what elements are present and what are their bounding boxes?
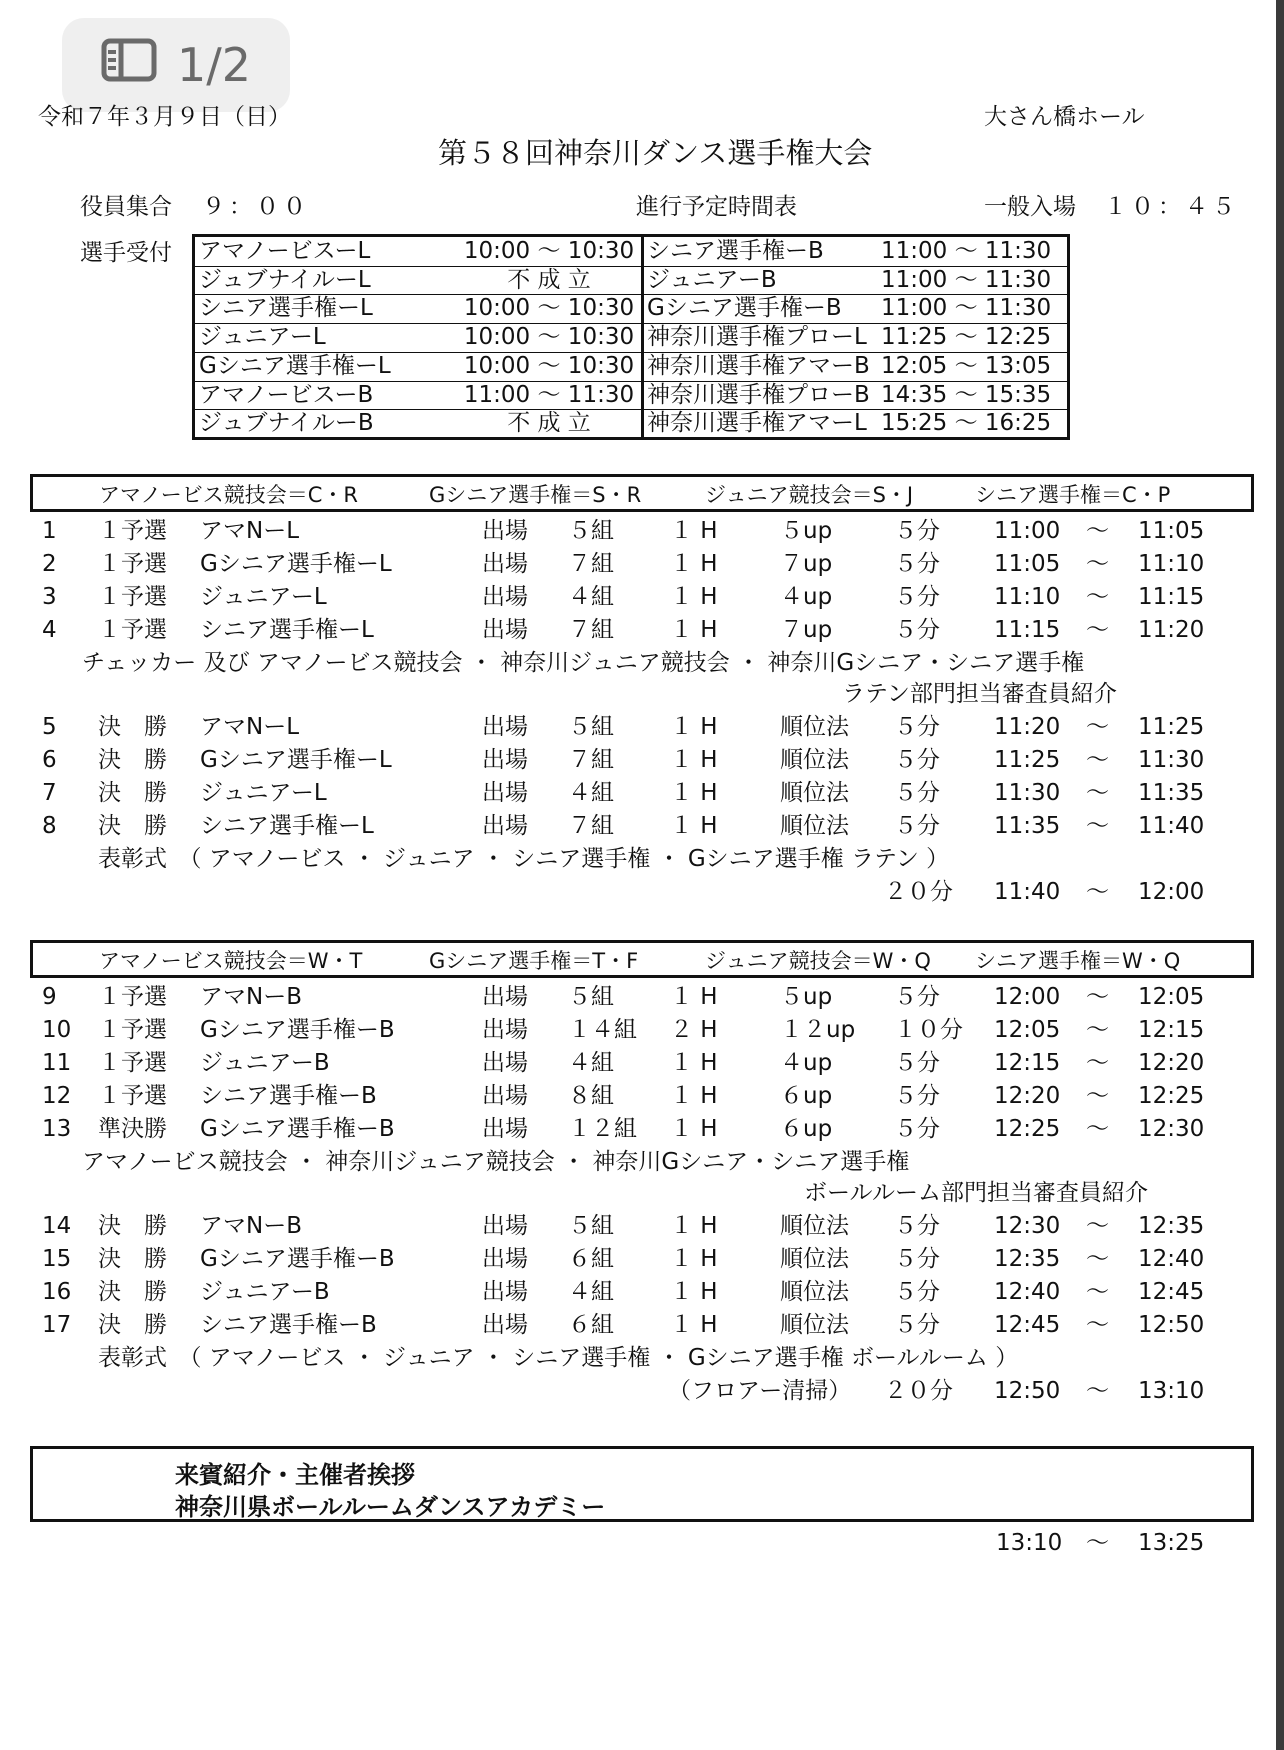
duration: ５分 xyxy=(894,1083,940,1109)
recall: 順位法 xyxy=(780,1246,849,1272)
entry-label: 一般入場 xyxy=(984,194,1076,220)
category: アマNーL xyxy=(200,518,300,544)
duration: ５分 xyxy=(894,617,940,643)
recall: ５up xyxy=(780,518,833,544)
tilde: ～ xyxy=(1086,747,1109,773)
registration-category: アマノービスーL xyxy=(199,238,371,264)
page-number: 1/2 xyxy=(176,38,252,92)
start-time: 11:10 xyxy=(994,584,1061,610)
award-ceremony: 表彰式 （ アマノービス ・ ジュニア ・ シニア選手権 ・ Gシニア選手権 ボールルーム ） xyxy=(98,1345,1019,1371)
category: ジュニアーB xyxy=(200,1050,330,1076)
row-number: 16 xyxy=(42,1279,72,1305)
round: 決 勝 xyxy=(98,1279,167,1305)
start-time: 11:20 xyxy=(994,714,1061,740)
row-number: 3 xyxy=(42,584,57,610)
tilde: ～ xyxy=(1086,1050,1109,1076)
entry-label: 出場 xyxy=(482,1279,528,1305)
couples: ５組 xyxy=(568,714,614,740)
end-time: 12:20 xyxy=(1138,1050,1205,1076)
round: １予選 xyxy=(98,617,167,643)
end-time: 11:05 xyxy=(1138,518,1205,544)
staff-time: ９：００ xyxy=(202,194,310,220)
row-number: 12 xyxy=(42,1083,72,1109)
category: アマNーB xyxy=(200,1213,302,1239)
section-header-item: ジュニア競技会＝S・J xyxy=(705,483,914,507)
round: １予選 xyxy=(98,1083,167,1109)
heats: １ H xyxy=(670,714,718,740)
end-time: 11:10 xyxy=(1138,551,1205,577)
couples: ７組 xyxy=(568,617,614,643)
registration-category: 神奈川選手権アマーL xyxy=(647,410,867,437)
heats: １ H xyxy=(670,551,718,577)
couples: ７組 xyxy=(568,551,614,577)
round: 決 勝 xyxy=(98,747,167,773)
page-indicator[interactable] xyxy=(62,18,290,112)
category: シニア選手権ーB xyxy=(200,1312,377,1338)
tilde: ～ xyxy=(1086,1279,1109,1305)
section-header-item: シニア選手権＝C・P xyxy=(975,483,1171,507)
guest-start: 13:10 xyxy=(996,1530,1063,1556)
judges-intro: ボールルーム部門担当審査員紹介 xyxy=(804,1180,1148,1206)
start-time: 12:30 xyxy=(994,1213,1061,1239)
heats: １ H xyxy=(670,1213,718,1239)
category: ジュニアーB xyxy=(200,1279,330,1305)
couples: １２組 xyxy=(568,1116,637,1142)
category: Gシニア選手権ーB xyxy=(200,1017,395,1043)
entry-label: 出場 xyxy=(482,1213,528,1239)
heats: １ H xyxy=(670,617,718,643)
round: 決 勝 xyxy=(98,1312,167,1338)
page-list-icon xyxy=(101,38,157,93)
entry-label: 出場 xyxy=(482,617,528,643)
category: Gシニア選手権ーL xyxy=(200,747,392,773)
entry-label: 出場 xyxy=(482,813,528,839)
registration-category: 神奈川選手権プローB xyxy=(647,381,870,408)
recall: 順位法 xyxy=(780,813,849,839)
award-start: 11:40 xyxy=(994,879,1061,905)
tilde: ～ xyxy=(1086,1017,1109,1043)
registration-category: ジュニアーL xyxy=(199,324,326,351)
start-time: 11:35 xyxy=(994,813,1061,839)
registration-category: シニア選手権ーL xyxy=(199,295,373,322)
registration-time: 10:00 ～ 10:30 xyxy=(463,352,635,379)
registration-category: Gシニア選手権ーB xyxy=(647,295,842,322)
end-time: 12:05 xyxy=(1138,984,1205,1010)
start-time: 11:00 xyxy=(994,518,1061,544)
duration: ５分 xyxy=(894,1246,940,1272)
category: アマNーL xyxy=(200,714,300,740)
row-number: 14 xyxy=(42,1213,72,1239)
row-number: 1 xyxy=(42,518,57,544)
end-time: 12:45 xyxy=(1138,1279,1205,1305)
couples: １４組 xyxy=(568,1017,637,1043)
row-number: 17 xyxy=(42,1312,72,1338)
entry-label: 出場 xyxy=(482,1246,528,1272)
category: ジュニアーL xyxy=(200,584,327,610)
start-time: 11:15 xyxy=(994,617,1061,643)
recall: ６up xyxy=(780,1083,833,1109)
heats: １ H xyxy=(670,747,718,773)
venue: 大さん橋ホール xyxy=(984,104,1145,130)
round: １予選 xyxy=(98,584,167,610)
guest-line1: 来賓紹介・主催者挨拶 xyxy=(175,1461,415,1489)
row-number: 7 xyxy=(42,780,57,806)
duration: ５分 xyxy=(894,551,940,577)
guest-end: 13:25 xyxy=(1138,1530,1205,1556)
row-number: 4 xyxy=(42,617,57,643)
tilde: ～ xyxy=(1086,551,1109,577)
end-time: 11:20 xyxy=(1138,617,1205,643)
round: 決 勝 xyxy=(98,714,167,740)
couples: ５組 xyxy=(568,984,614,1010)
registration-time: 不 成 立 xyxy=(507,266,591,293)
registration-time: 12:05 ～ 13:05 xyxy=(881,352,1052,379)
row-number: 2 xyxy=(42,551,57,577)
couples: ４組 xyxy=(568,1279,614,1305)
recall: 順位法 xyxy=(780,1213,849,1239)
round: １予選 xyxy=(98,551,167,577)
duration: ５分 xyxy=(894,1116,940,1142)
section-header-item: アマノービス競技会＝W・T xyxy=(99,949,363,973)
start-time: 12:00 xyxy=(994,984,1061,1010)
end-time: 12:40 xyxy=(1138,1246,1205,1272)
section-header-item: ジュニア競技会＝W・Q xyxy=(705,949,931,973)
heats: １ H xyxy=(670,984,718,1010)
award-ceremony: 表彰式 （ アマノービス ・ ジュニア ・ シニア選手権 ・ Gシニア選手権 ラテン ） xyxy=(98,846,950,872)
duration: ５分 xyxy=(894,780,940,806)
end-time: 11:25 xyxy=(1138,714,1205,740)
couples: ６組 xyxy=(568,1312,614,1338)
tilde: ～ xyxy=(1086,1246,1109,1272)
heats: １ H xyxy=(670,1116,718,1142)
staff-label: 役員集合 xyxy=(80,194,172,220)
registration-time: 15:25 ～ 16:25 xyxy=(881,410,1052,437)
section-header-item: Gシニア選手権＝S・R xyxy=(429,483,642,507)
duration: ５分 xyxy=(894,813,940,839)
heats: １ H xyxy=(670,518,718,544)
entry-label: 出場 xyxy=(482,984,528,1010)
end-time: 12:35 xyxy=(1138,1213,1205,1239)
award-start: 12:50 xyxy=(994,1378,1061,1404)
guest-tilde: ～ xyxy=(1086,1530,1109,1556)
recall: ７up xyxy=(780,551,833,577)
judges-intro: ラテン部門担当審査員紹介 xyxy=(842,681,1117,707)
round: 決 勝 xyxy=(98,813,167,839)
heats: １ H xyxy=(670,584,718,610)
start-time: 12:45 xyxy=(994,1312,1061,1338)
entry-label: 出場 xyxy=(482,584,528,610)
registration-time: 11:00 ～ 11:30 xyxy=(881,295,1052,322)
heats: １ H xyxy=(670,1083,718,1109)
couples: ４組 xyxy=(568,584,614,610)
round: １予選 xyxy=(98,518,167,544)
start-time: 11:25 xyxy=(994,747,1061,773)
couples: ６組 xyxy=(568,1246,614,1272)
registration-category: シニア選手権ーB xyxy=(647,238,824,264)
entry-label: 出場 xyxy=(482,1017,528,1043)
recall: ４up xyxy=(780,1050,833,1076)
start-time: 12:15 xyxy=(994,1050,1061,1076)
ballroom-header-box xyxy=(30,940,1254,978)
end-time: 11:40 xyxy=(1138,813,1205,839)
recall: ４up xyxy=(780,584,833,610)
registration-category: ジュブナイルーL xyxy=(199,266,371,293)
start-time: 12:25 xyxy=(994,1116,1061,1142)
row-number: 9 xyxy=(42,984,57,1010)
award-note: （フロアー清掃） xyxy=(668,1378,852,1404)
row-number: 13 xyxy=(42,1116,72,1142)
round: １予選 xyxy=(98,984,167,1010)
duration: １０分 xyxy=(894,1017,963,1043)
end-time: 12:30 xyxy=(1138,1116,1205,1142)
intro-note: チェッカー 及び アマノービス競技会 ・ 神奈川ジュニア競技会 ・ 神奈川Gシニア・シニア選手権 xyxy=(82,650,1085,676)
entry-label: 出場 xyxy=(482,1050,528,1076)
recall: 順位法 xyxy=(780,1312,849,1338)
tilde: ～ xyxy=(1086,1213,1109,1239)
registration-category: 神奈川選手権アマーB xyxy=(647,352,870,379)
round: 決 勝 xyxy=(98,780,167,806)
registration-time: 11:25 ～ 12:25 xyxy=(881,324,1052,351)
heats: １ H xyxy=(670,1246,718,1272)
round: １予選 xyxy=(98,1017,167,1043)
round: 決 勝 xyxy=(98,1213,167,1239)
tilde: ～ xyxy=(1086,617,1109,643)
recall: 順位法 xyxy=(780,747,849,773)
registration-label: 選手受付 xyxy=(80,240,172,266)
tilde: ～ xyxy=(1086,780,1109,806)
tilde: ～ xyxy=(1086,984,1109,1010)
section-header-item: アマノービス競技会＝C・R xyxy=(99,483,358,507)
duration: ５分 xyxy=(894,747,940,773)
latin-header-box xyxy=(30,474,1254,512)
couples: ４組 xyxy=(568,1050,614,1076)
heats: １ H xyxy=(670,780,718,806)
category: Gシニア選手権ーB xyxy=(200,1116,395,1142)
recall: ５up xyxy=(780,984,833,1010)
registration-category: 神奈川選手権プローL xyxy=(647,324,867,351)
entry-label: 出場 xyxy=(482,780,528,806)
tilde: ～ xyxy=(1086,714,1109,740)
category: ジュニアーL xyxy=(200,780,327,806)
entry-time: １０：４５ xyxy=(1104,194,1239,220)
row-number: 6 xyxy=(42,747,57,773)
award-duration: ２０分 xyxy=(884,1378,953,1404)
recall: １２up xyxy=(780,1017,856,1043)
category: シニア選手権ーL xyxy=(200,617,374,643)
entry-label: 出場 xyxy=(482,747,528,773)
start-time: 12:35 xyxy=(994,1246,1061,1272)
recall: ６up xyxy=(780,1116,833,1142)
section-header-item: シニア選手権＝W・Q xyxy=(975,949,1181,973)
end-time: 11:35 xyxy=(1138,780,1205,806)
guest-line2: 神奈川県ボールルームダンスアカデミー xyxy=(175,1493,606,1521)
registration-category: ジュブナイルーB xyxy=(199,410,374,437)
heats: ２ H xyxy=(670,1017,718,1043)
heats: １ H xyxy=(670,813,718,839)
registration-time: 11:00 ～ 11:30 xyxy=(881,266,1052,293)
registration-time: 10:00 ～ 10:30 xyxy=(463,238,635,264)
schedule-label: 進行予定時間表 xyxy=(636,194,797,220)
couples: ４組 xyxy=(568,780,614,806)
round: 決 勝 xyxy=(98,1246,167,1272)
couples: ７組 xyxy=(568,747,614,773)
duration: ５分 xyxy=(894,584,940,610)
duration: ５分 xyxy=(894,1213,940,1239)
category: Gシニア選手権ーB xyxy=(200,1246,395,1272)
end-time: 12:25 xyxy=(1138,1083,1205,1109)
end-time: 11:30 xyxy=(1138,747,1205,773)
entry-label: 出場 xyxy=(482,714,528,740)
intro-note: アマノービス競技会 ・ 神奈川ジュニア競技会 ・ 神奈川Gシニア・シニア選手権 xyxy=(82,1149,910,1175)
heats: １ H xyxy=(670,1050,718,1076)
registration-time: 10:00 ～ 10:30 xyxy=(463,295,635,322)
tilde: ～ xyxy=(1086,1083,1109,1109)
entry-label: 出場 xyxy=(482,1116,528,1142)
entry-label: 出場 xyxy=(482,518,528,544)
category: アマNーB xyxy=(200,984,302,1010)
start-time: 11:30 xyxy=(994,780,1061,806)
row-number: 10 xyxy=(42,1017,72,1043)
award-tilde: ～ xyxy=(1086,879,1109,905)
registration-divider xyxy=(641,237,644,437)
duration: ５分 xyxy=(894,1279,940,1305)
start-time: 12:05 xyxy=(994,1017,1061,1043)
page-title: 第５８回神奈川ダンス選手権大会 xyxy=(438,136,873,170)
category: Gシニア選手権ーL xyxy=(200,551,392,577)
tilde: ～ xyxy=(1086,1116,1109,1142)
recall: 順位法 xyxy=(780,1279,849,1305)
section-header-item: Gシニア選手権＝T・F xyxy=(429,949,639,973)
heats: １ H xyxy=(670,1312,718,1338)
registration-category: アマノービスーB xyxy=(199,381,374,408)
entry-label: 出場 xyxy=(482,1312,528,1338)
recall: 順位法 xyxy=(780,714,849,740)
duration: ５分 xyxy=(894,1312,940,1338)
couples: ５組 xyxy=(568,518,614,544)
category: シニア選手権ーL xyxy=(200,813,374,839)
registration-time: 11:00 ～ 11:30 xyxy=(881,238,1052,264)
registration-category: Gシニア選手権ーL xyxy=(199,352,391,379)
duration: ５分 xyxy=(894,518,940,544)
entry-label: 出場 xyxy=(482,1083,528,1109)
award-tilde: ～ xyxy=(1086,1378,1109,1404)
event-date: 令和７年３月９日（日） xyxy=(38,104,291,130)
duration: ５分 xyxy=(894,984,940,1010)
heats: １ H xyxy=(670,1279,718,1305)
registration-category: ジュニアーB xyxy=(647,266,777,293)
award-duration: ２０分 xyxy=(884,879,953,905)
award-end: 13:10 xyxy=(1138,1378,1205,1404)
registration-table xyxy=(192,234,1070,440)
row-number: 15 xyxy=(42,1246,72,1272)
start-time: 11:05 xyxy=(994,551,1061,577)
registration-time: 11:00 ～ 11:30 xyxy=(463,381,635,408)
duration: ５分 xyxy=(894,714,940,740)
row-number: 8 xyxy=(42,813,57,839)
registration-time: 不 成 立 xyxy=(507,410,591,437)
end-time: 11:15 xyxy=(1138,584,1205,610)
recall: ７up xyxy=(780,617,833,643)
end-time: 12:50 xyxy=(1138,1312,1205,1338)
award-end: 12:00 xyxy=(1138,879,1205,905)
duration: ５分 xyxy=(894,1050,940,1076)
round: 準決勝 xyxy=(98,1116,167,1142)
entry-label: 出場 xyxy=(482,551,528,577)
guest-box xyxy=(30,1446,1254,1522)
round: １予選 xyxy=(98,1050,167,1076)
row-number: 5 xyxy=(42,714,57,740)
tilde: ～ xyxy=(1086,584,1109,610)
registration-time: 14:35 ～ 15:35 xyxy=(881,381,1052,408)
category: シニア選手権ーB xyxy=(200,1083,377,1109)
viewer-edge xyxy=(1276,0,1284,1750)
row-number: 11 xyxy=(42,1050,72,1076)
start-time: 12:20 xyxy=(994,1083,1061,1109)
couples: ５組 xyxy=(568,1213,614,1239)
registration-time: 10:00 ～ 10:30 xyxy=(463,324,635,351)
couples: ７組 xyxy=(568,813,614,839)
couples: ８組 xyxy=(568,1083,614,1109)
tilde: ～ xyxy=(1086,1312,1109,1338)
tilde: ～ xyxy=(1086,518,1109,544)
tilde: ～ xyxy=(1086,813,1109,839)
end-time: 12:15 xyxy=(1138,1017,1205,1043)
recall: 順位法 xyxy=(780,780,849,806)
start-time: 12:40 xyxy=(994,1279,1061,1305)
